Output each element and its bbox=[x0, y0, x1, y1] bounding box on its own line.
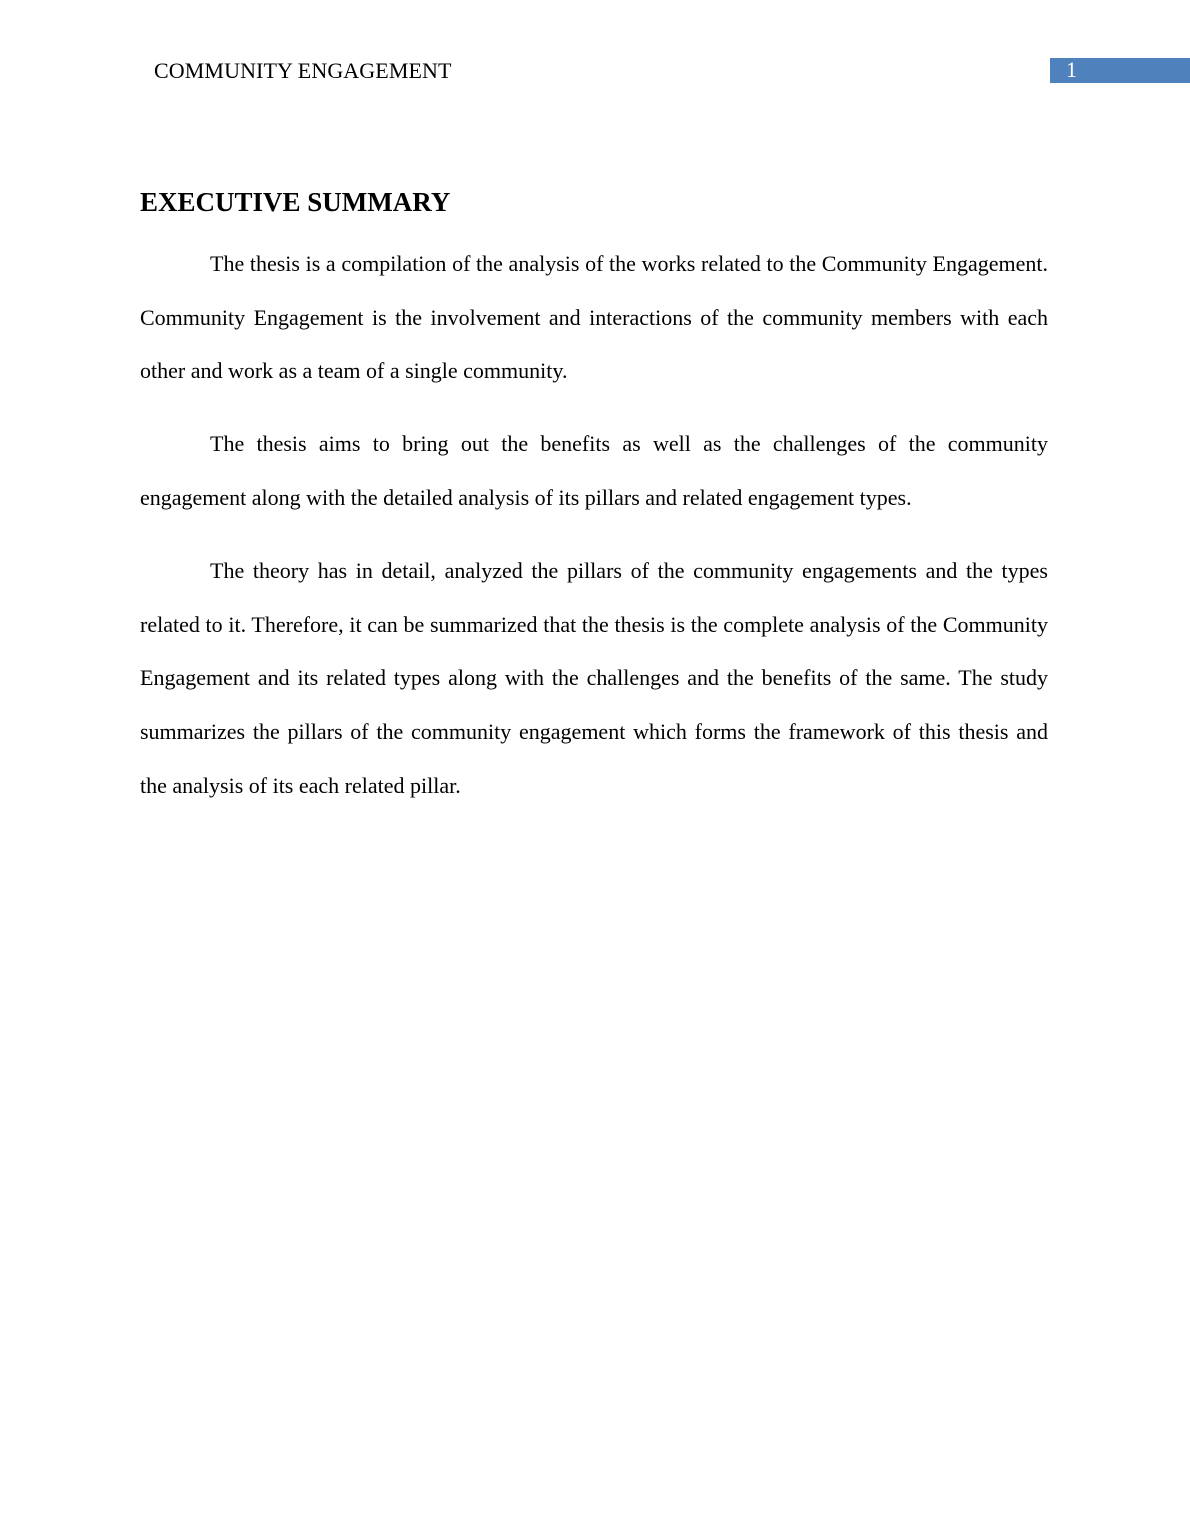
section-heading: EXECUTIVE SUMMARY bbox=[140, 187, 451, 217]
running-head: COMMUNITY ENGAGEMENT bbox=[154, 58, 452, 83]
paragraph-2: The thesis aims to bring out the benefits as well as the challenges of the community engagement along with the detailed analysis of its pillars and related engagement types. bbox=[140, 431, 1048, 510]
paragraph-3: The theory has in detail, analyzed the pillars of the community engagements and the types related to it. Therefore, it can be summarized that the thesis is the complete analysis of the Community Engagement and its related types along with the challenges and the benefits of the same. The study summarizes the pillars of the community engagement which forms the framework of this thesis and the analysis of its each related pillar. bbox=[140, 558, 1048, 798]
page-number: 1 bbox=[1066, 57, 1077, 82]
page-number-bar bbox=[1050, 58, 1190, 83]
paragraph-1: The thesis is a compilation of the analysis of the works related to the Community Engagement. Community Engagement is the involvement and interactions of the community members with each other and work as a team of a single community. bbox=[140, 251, 1048, 384]
